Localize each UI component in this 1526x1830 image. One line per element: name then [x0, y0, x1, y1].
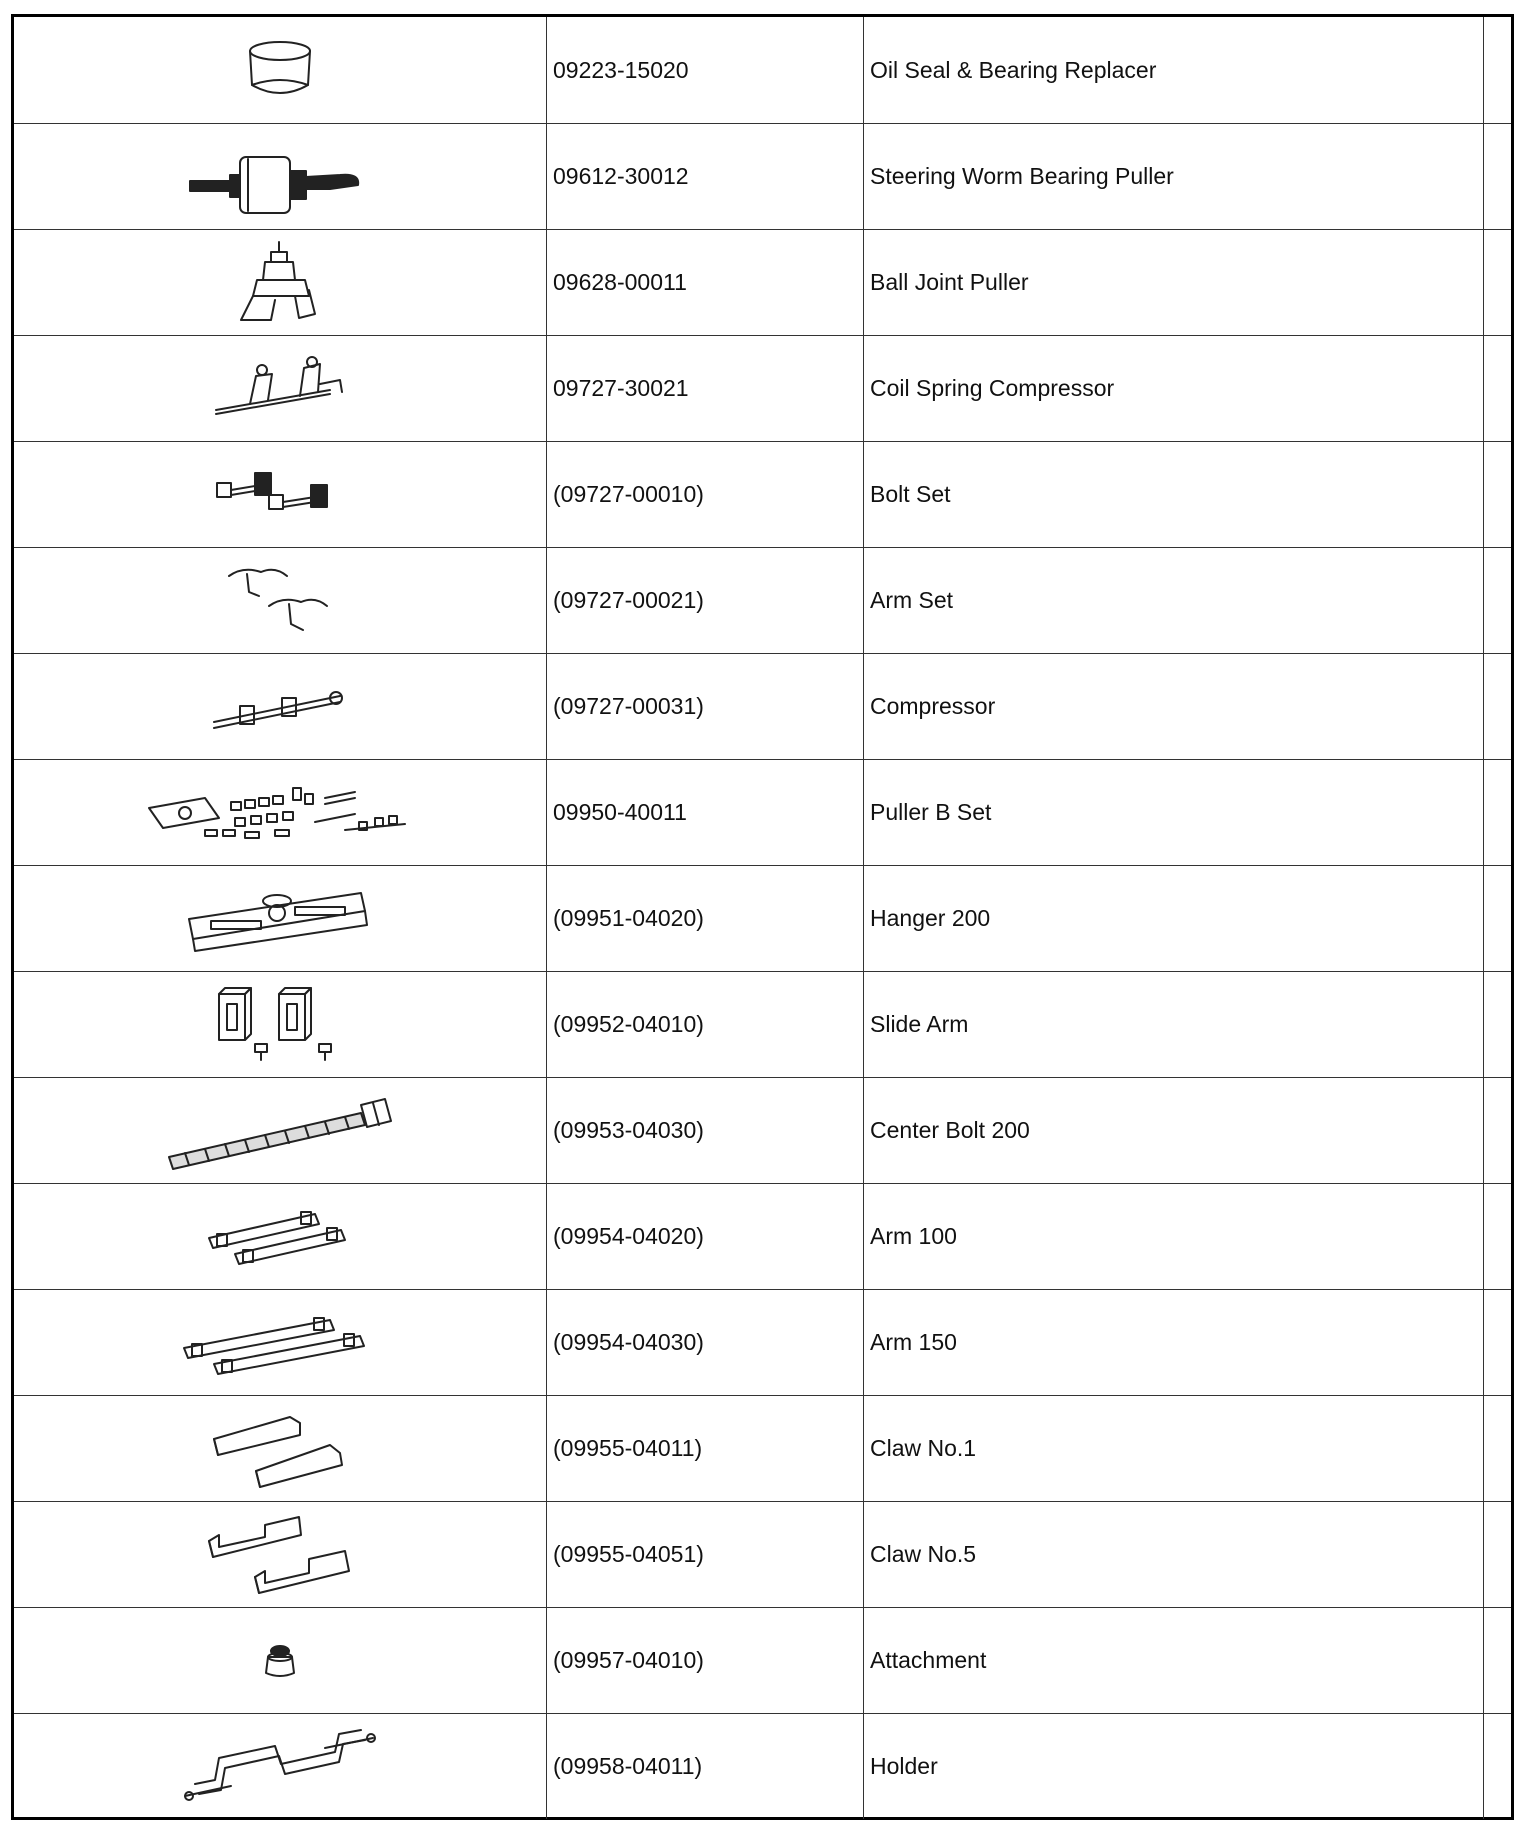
tool-name: Center Bolt 200: [863, 1078, 1483, 1183]
tool-name: Steering Worm Bearing Puller: [863, 124, 1483, 229]
tool-illustration-cell: [14, 442, 546, 547]
tool-name: Puller B Set: [863, 760, 1483, 865]
tool-name: Claw No.5: [863, 1502, 1483, 1607]
tool-illustration-cell: [14, 972, 546, 1077]
part-number: 09612-30012: [546, 124, 863, 229]
table-row: [14, 759, 1511, 865]
part-number: (09727-00031): [546, 654, 863, 759]
tool-name: Oil Seal & Bearing Replacer: [863, 17, 1483, 123]
tool-illustration-cell: [14, 1502, 546, 1607]
part-number: (09952-04010): [546, 972, 863, 1077]
part-number: (09953-04030): [546, 1078, 863, 1183]
table-row: [14, 1077, 1511, 1183]
bolt-set-icon: [215, 465, 345, 525]
bearing-puller-icon: [190, 137, 370, 217]
notes-cell: [1483, 1078, 1511, 1183]
compressor-icon: [210, 682, 350, 732]
tool-name: Coil Spring Compressor: [863, 336, 1483, 441]
tool-name: Compressor: [863, 654, 1483, 759]
part-number: (09951-04020): [546, 866, 863, 971]
part-number: (09727-00010): [546, 442, 863, 547]
notes-cell: [1483, 972, 1511, 1077]
part-number: (09727-00021): [546, 548, 863, 653]
part-number: (09957-04010): [546, 1608, 863, 1713]
ball-joint-puller-icon: [235, 240, 325, 326]
notes-cell: [1483, 1184, 1511, 1289]
table-row: [14, 653, 1511, 759]
table-row: [14, 123, 1511, 229]
notes-cell: [1483, 124, 1511, 229]
table-row: [14, 1501, 1511, 1607]
part-number: (09954-04030): [546, 1290, 863, 1395]
tool-illustration-cell: [14, 760, 546, 865]
tool-illustration-cell: [14, 1290, 546, 1395]
arm-set-icon: [225, 562, 335, 640]
notes-cell: [1483, 1290, 1511, 1395]
part-number: (09958-04011): [546, 1714, 863, 1819]
attachment-icon: [260, 1641, 300, 1681]
tool-illustration-cell: [14, 654, 546, 759]
claw-no5-icon: [205, 1513, 355, 1597]
tool-illustration-cell: [14, 866, 546, 971]
tool-name: Bolt Set: [863, 442, 1483, 547]
tool-name: Hanger 200: [863, 866, 1483, 971]
table-row: [14, 1713, 1511, 1819]
notes-cell: [1483, 1396, 1511, 1501]
tool-name: Arm 100: [863, 1184, 1483, 1289]
notes-cell: [1483, 1608, 1511, 1713]
notes-cell: [1483, 1502, 1511, 1607]
hanger-icon: [185, 879, 375, 959]
oil-seal-replacer-icon: [240, 35, 320, 105]
tool-name: Ball Joint Puller: [863, 230, 1483, 335]
tool-name: Claw No.1: [863, 1396, 1483, 1501]
tool-illustration-cell: [14, 1714, 546, 1819]
tool-illustration-cell: [14, 1184, 546, 1289]
table-row: [14, 335, 1511, 441]
part-number: 09950-40011: [546, 760, 863, 865]
table-row: [14, 547, 1511, 653]
tool-illustration-cell: [14, 230, 546, 335]
notes-cell: [1483, 866, 1511, 971]
tool-illustration-cell: [14, 1078, 546, 1183]
part-number: (09955-04051): [546, 1502, 863, 1607]
part-number: (09954-04020): [546, 1184, 863, 1289]
tool-name: Holder: [863, 1714, 1483, 1819]
tool-name: Attachment: [863, 1608, 1483, 1713]
part-number: 09223-15020: [546, 17, 863, 123]
tool-illustration-cell: [14, 336, 546, 441]
notes-cell: [1483, 548, 1511, 653]
tool-illustration-cell: [14, 1608, 546, 1713]
notes-cell: [1483, 230, 1511, 335]
tool-illustration-cell: [14, 17, 546, 123]
part-number: 09628-00011: [546, 230, 863, 335]
notes-cell: [1483, 442, 1511, 547]
notes-cell: [1483, 1714, 1511, 1819]
table-row: [14, 865, 1511, 971]
arm-100-icon: [205, 1204, 355, 1270]
notes-cell: [1483, 17, 1511, 123]
tool-illustration-cell: [14, 1396, 546, 1501]
notes-cell: [1483, 654, 1511, 759]
notes-cell: [1483, 760, 1511, 865]
part-number: 09727-30021: [546, 336, 863, 441]
table-row: [14, 1289, 1511, 1395]
table-row: [14, 17, 1511, 123]
arm-150-icon: [180, 1308, 380, 1378]
table-row: [14, 1183, 1511, 1289]
tool-illustration-cell: [14, 548, 546, 653]
tool-name: Slide Arm: [863, 972, 1483, 1077]
puller-b-set-icon: [145, 778, 415, 848]
notes-cell: [1483, 336, 1511, 441]
table-row: [14, 1607, 1511, 1713]
center-bolt-icon: [165, 1091, 395, 1171]
special-tools-table: [11, 14, 1514, 1820]
table-row: [14, 971, 1511, 1077]
holder-icon: [185, 1724, 375, 1810]
tool-name: Arm Set: [863, 548, 1483, 653]
tool-illustration-cell: [14, 124, 546, 229]
claw-no1-icon: [210, 1409, 350, 1489]
table-row: [14, 441, 1511, 547]
coil-spring-compressor-icon: [210, 354, 350, 424]
slide-arm-icon: [215, 984, 345, 1066]
table-row: [14, 1395, 1511, 1501]
tool-name: Arm 150: [863, 1290, 1483, 1395]
part-number: (09955-04011): [546, 1396, 863, 1501]
table-row: [14, 229, 1511, 335]
